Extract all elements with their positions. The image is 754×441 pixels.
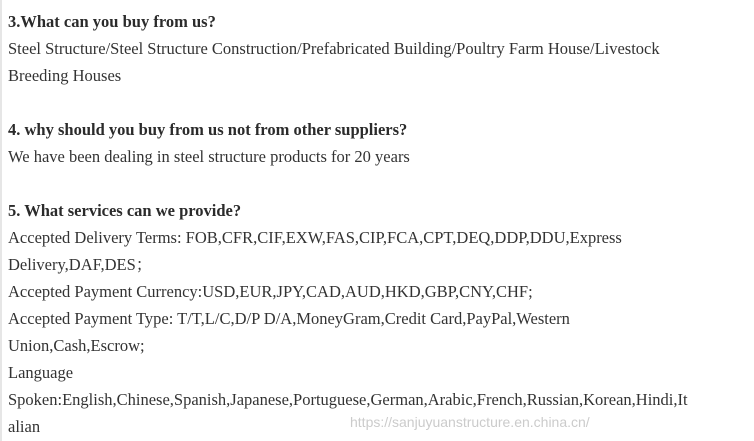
payment-currency: Accepted Payment Currency:USD,EUR,JPY,CAD,AUD,HKD,GBP,CNY,CHF;: [8, 282, 533, 301]
languages-spoken-line-2: alian: [8, 417, 41, 436]
question-5-heading: 5. What services can we provide?: [8, 201, 242, 220]
language-label: Language: [8, 363, 74, 382]
languages-spoken-line-1: Spoken:English,Chinese,Spanish,Japanese,Portuguese,German,Arabic,French,Russian,Korean,Hindi,It: [8, 390, 688, 409]
answer-3-line-2: Breeding Houses: [8, 66, 122, 85]
answer-3-line-1: Steel Structure/Steel Structure Construction/Prefabricated Building/Poultry Farm House/Livestock: [8, 39, 660, 58]
delivery-terms-line-2: Delivery,DAF,DES；: [8, 255, 153, 274]
question-4-heading: 4. why should you buy from us not from other suppliers?: [8, 120, 408, 139]
payment-type-line-2: Union,Cash,Escrow;: [8, 336, 145, 355]
answer-4: We have been dealing in steel structure products for 20 years: [8, 147, 410, 166]
site-watermark: https://sanjuyuanstructure.en.china.cn/: [350, 414, 590, 430]
payment-type-line-1: Accepted Payment Type: T/T,L/C,D/P D/A,MoneyGram,Credit Card,PayPal,Western: [8, 309, 570, 328]
question-3-heading: 3.What can you buy from us?: [8, 12, 216, 31]
delivery-terms-line-1: Accepted Delivery Terms: FOB,CFR,CIF,EXW,FAS,CIP,FCA,CPT,DEQ,DDP,DDU,Express: [8, 228, 622, 247]
